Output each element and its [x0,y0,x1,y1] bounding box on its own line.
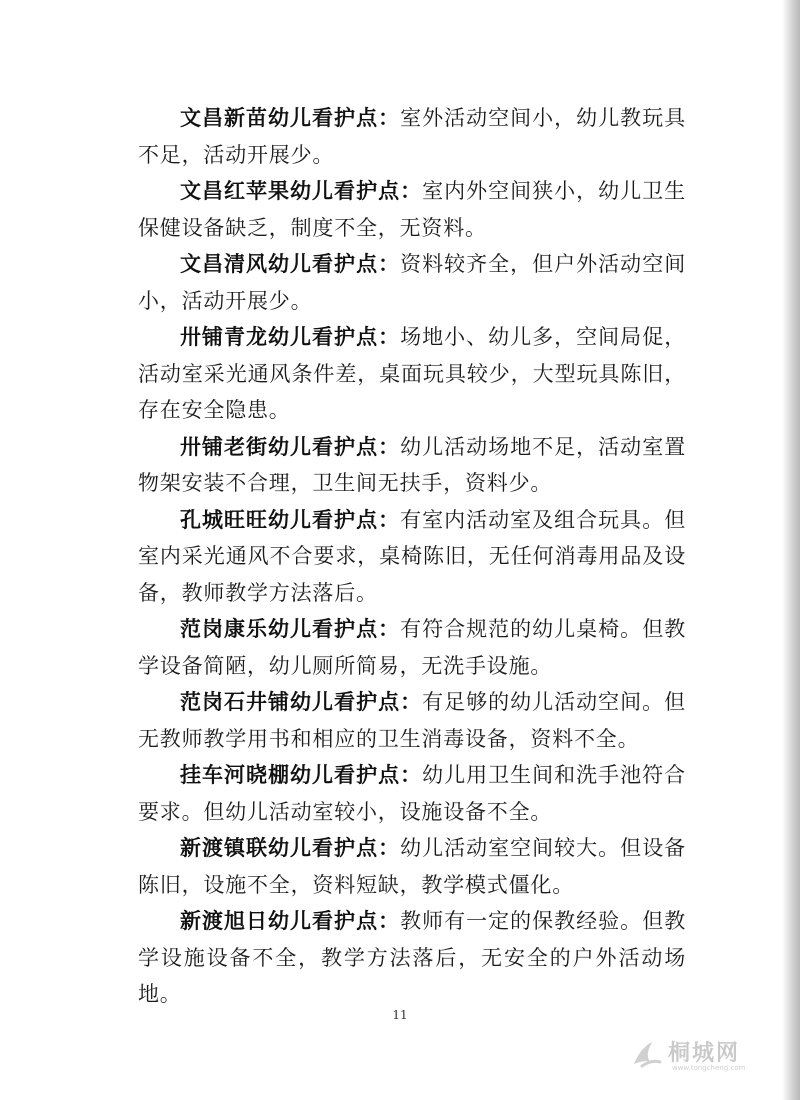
entry-wenchang-xinmiao [138,100,686,173]
entry-name: 文昌新苗幼儿看护点： [180,106,401,130]
entry-wenchang-hongpingguo [138,173,686,246]
entry-wenchang-qingfeng [138,246,686,319]
entry-name: 新渡镇联幼儿看护点： [180,836,401,860]
entry-name: 挂车河晓棚幼儿看护点： [180,763,423,787]
entry-name: 新渡旭日幼儿看护点： [180,909,401,933]
entry-name: 孔城旺旺幼儿看护点： [180,507,401,532]
entry-text: 有足够的幼儿活动空间。但无教师教学用书和相应的卫生消毒设备，资料不全。 [138,690,686,751]
tongcheng-logo-icon [628,1036,664,1072]
entry-xindu-xuri [138,903,686,1013]
entry-name: 卅铺老街幼儿看护点： [180,434,401,459]
watermark [628,1030,778,1080]
scan-shadow-edge [782,0,800,1100]
document-body [138,100,686,1013]
entry-text: 室内外空间狭小，幼儿卫生保健设备缺乏，制度不全，无资料。 [138,179,686,240]
entry-xindu-zhenlian [138,830,686,903]
entry-fangang-kangle [138,611,686,684]
entry-guachehe-xiaopeng [138,757,686,830]
entry-name: 范岗康乐幼儿看护点： [180,617,401,641]
entry-name: 卅铺青龙幼儿看护点： [180,325,401,349]
entry-name: 文昌红苹果幼儿看护点： [180,179,423,203]
entry-kongcheng-wangwang [138,502,686,612]
watermark-text: 桐城网 [668,1041,741,1066]
entry-text: 幼儿活动场地不足，活动室置物架安装不合理，卫生间无扶手，资料少。 [138,434,686,495]
entry-text: 资料较齐全，但户外活动空间小，活动开展少。 [138,252,686,313]
page-number: 11 [392,1008,408,1022]
entry-text: 有符合规范的幼儿桌椅。但教学设备简陋，幼儿厕所简易，无洗手设施。 [138,617,686,678]
entry-text: 教师有一定的保教经验。但教学设施设备不全，教学方法落后，无安全的户外活动场地。 [138,909,686,1006]
entry-text: 幼儿活动室空间较大。但设备陈旧，设施不全，资料短缺，教学模式僵化。 [138,836,686,897]
entry-text: 室外活动空间小，幼儿教玩具不足，活动开展少。 [138,106,686,167]
entry-sapu-laojie [138,429,686,502]
entry-sapu-qinglong [138,319,686,429]
entry-fangang-shijingpu [138,684,686,757]
entry-text: 幼儿用卫生间和洗手池符合要求。但幼儿活动室较小，设施设备不全。 [138,763,686,824]
entry-name: 范岗石井铺幼儿看护点： [180,690,423,714]
entry-text: 有室内活动室及组合玩具。但室内采光通风不合要求，桌椅陈旧，无任何消毒用品及设备，教师教学方法落后。 [138,507,686,605]
entry-name: 文昌清风幼儿看护点： [180,252,401,276]
entry-text: 场地小、幼儿多，空间局促，活动室采光通风条件差，桌面玩具较少，大型玩具陈旧，存在安全隐患。 [138,325,686,422]
watermark-url: www.tongcheng.com [672,1064,746,1072]
